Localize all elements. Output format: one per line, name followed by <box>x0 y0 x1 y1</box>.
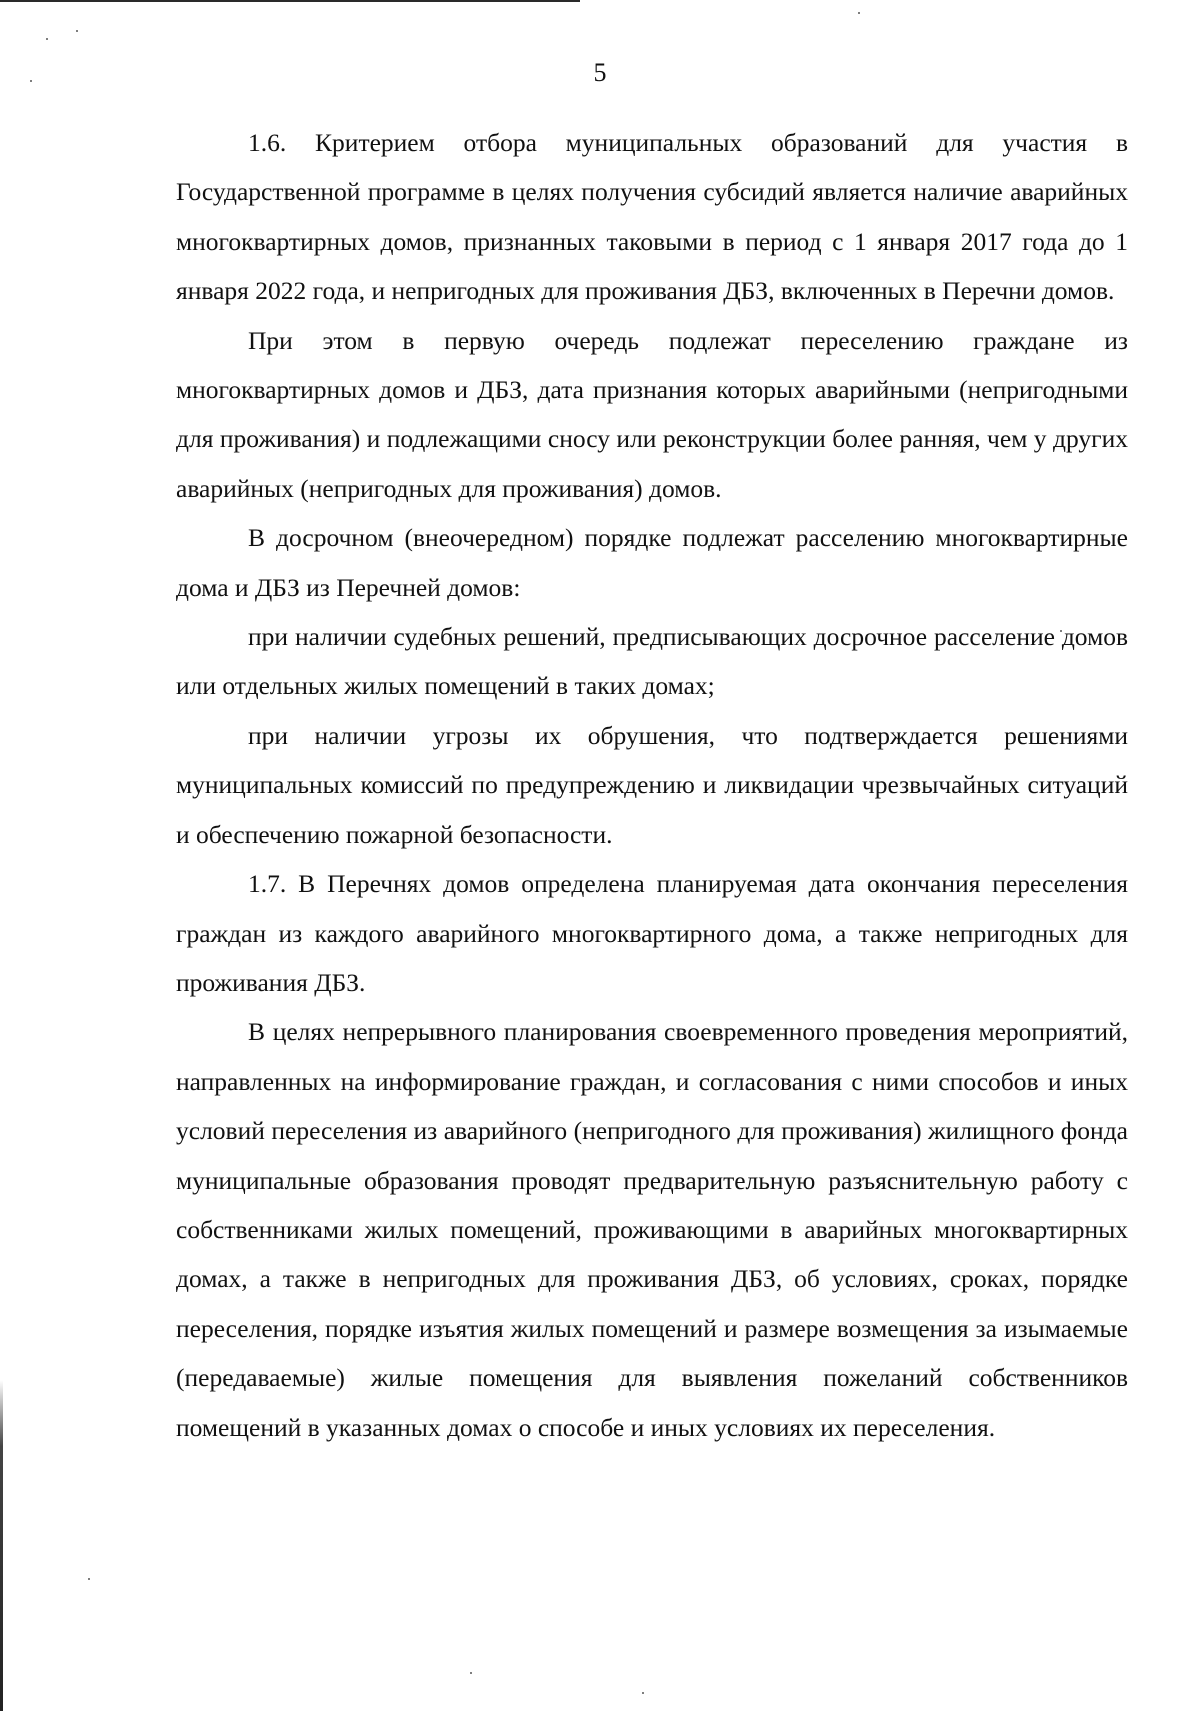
paragraph-1-6: 1.6. Критерием отбора муниципальных образований для участия в Государственной программе в целях получения субсидий является наличие аварийных многоквартирных домов, признанных таковыми в период с 1 января 2017 года до 1 января 2022 года, и непригодных для проживания ДБЗ, включенных в Перечни домов. <box>176 128 1128 306</box>
scan-left-edge <box>0 1380 3 1711</box>
scan-speck <box>858 12 860 14</box>
paragraph-1-7: 1.7. В Перечнях домов определена планируемая дата окончания переселения граждан из каждого аварийного многоквартирного дома, а также непригодных для проживания ДБЗ. <box>176 869 1128 997</box>
scan-speck <box>46 38 48 40</box>
paragraph-priority: При этом в первую очередь подлежат переселению граждане из многоквартирных домов и ДБЗ, дата признания которых аварийными (непригодными для проживания) и подлежащими сносу или реконструкции более ранняя, чем у других аварийных (непригодных для проживания) домов. <box>176 325 1128 503</box>
paragraph-early-resettlement: В досрочном (внеочередном) порядке подлежат расселению многоквартирные дома и ДБЗ из Перечней домов: <box>176 523 1128 602</box>
document-body <box>176 118 1128 1452</box>
paragraph-court-decisions: при наличии судебных решений, предписывающих досрочное расселение домов или отдельных жилых помещений в таких домах; <box>176 622 1128 701</box>
paragraph-planning: В целях непрерывного планирования своевременного проведения мероприятий, направленных на информирование граждан, и согласования с ними способов и иных условий переселения из аварийного (непригодного для проживания) жилищного фонда муниципальные образования проводят предварительную разъяснительную работу с собственниками жилых помещений, проживающими в аварийных многоквартирных домах, а также в непригодных для проживания ДБЗ, об условиях, сроках, порядке переселения, порядке изъятия жилых помещений и размере возмещения за изымаемые (передаваемые) жилые помещения для выявления пожеланий собственников помещений в указанных домах о способе и иных условиях их переселения. <box>176 1017 1128 1442</box>
scan-speck <box>76 30 78 32</box>
scan-speck <box>470 1672 472 1674</box>
scan-top-edge <box>0 0 580 2</box>
page-number: 5 <box>593 58 607 87</box>
scan-speck <box>642 1692 644 1694</box>
scan-speck <box>88 1578 90 1580</box>
paragraph-collapse-threat: при наличии угрозы их обрушения, что подтверждается решениями муниципальных комиссий по предупреждению и ликвидации чрезвычайных ситуаций и обеспечению пожарной безопасности. <box>176 720 1128 849</box>
